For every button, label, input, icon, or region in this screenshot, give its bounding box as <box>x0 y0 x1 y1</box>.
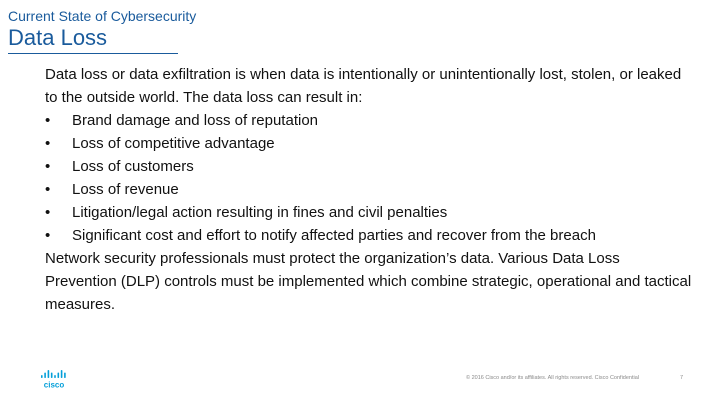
slide-title: Data Loss <box>8 25 108 50</box>
bullet-glyph: • <box>45 181 51 198</box>
bullet-item <box>45 201 695 224</box>
bullet-glyph: • <box>45 227 51 244</box>
intro-paragraph: Data loss or data exfiltration is when data is intentionally or unintentionally lost, stolen, or leaked to the outside world. The data loss can result in: <box>45 66 682 106</box>
page-number: 7 <box>680 375 684 381</box>
title-underline <box>8 53 178 54</box>
bullet-glyph: • <box>45 112 51 129</box>
bullet-text: Loss of competitive advantage <box>72 135 275 152</box>
cisco-logo-icon <box>40 369 68 389</box>
bullet-glyph: • <box>45 135 51 152</box>
cisco-wordmark: cisco <box>43 380 65 389</box>
slide-supertitle: Current State of Cybersecurity <box>8 8 197 24</box>
bullet-text: Significant cost and effort to notify affected parties and recover from the breach <box>72 227 596 244</box>
bullet-text: Litigation/legal action resulting in fines and civil penalties <box>72 204 448 221</box>
closing-paragraph: Network security professionals must protect the organization’s data. Various Data Loss Prevention (DLP) controls must be implemented which combine strategic, operational and tactical measures. <box>45 250 692 313</box>
bullet-item <box>45 132 695 155</box>
bullet-list <box>45 109 695 247</box>
bullet-item <box>45 224 695 247</box>
bullet-glyph: • <box>45 204 51 221</box>
slide-body <box>45 63 695 316</box>
bullet-item <box>45 109 695 132</box>
footer-copyright: © 2016 Cisco and/or its affiliates. All rights reserved. Cisco Confidential <box>466 375 640 381</box>
bullet-glyph: • <box>45 158 51 175</box>
bullet-item <box>45 155 695 178</box>
bullet-text: Loss of revenue <box>72 181 179 198</box>
bullet-text: Loss of customers <box>72 158 194 175</box>
bullet-item <box>45 178 695 201</box>
bullet-text: Brand damage and loss of reputation <box>72 112 318 129</box>
